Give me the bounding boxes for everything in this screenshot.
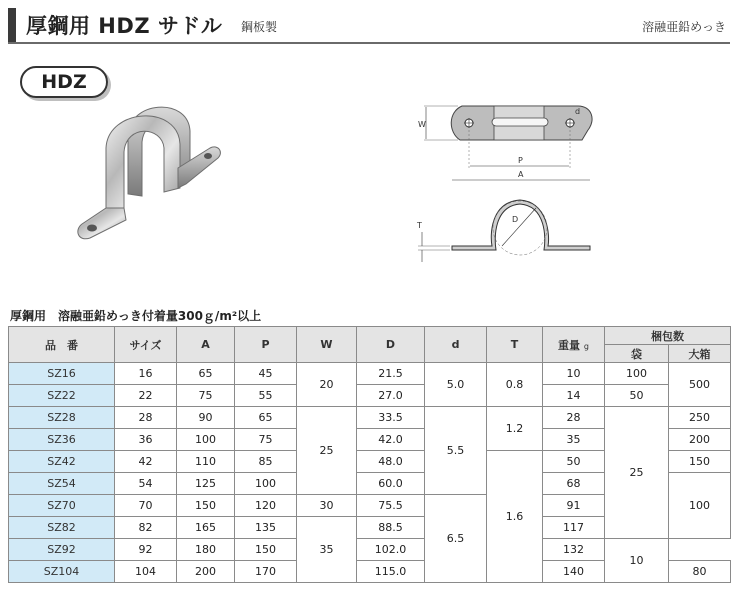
header-A: A: [177, 327, 235, 363]
cell-weight: 10: [543, 363, 605, 385]
header-weight: [543, 327, 605, 363]
cell-weight: 91: [543, 495, 605, 517]
spec-table: [8, 326, 731, 583]
product-badge: HDZ: [20, 66, 108, 98]
cell-P: 75: [235, 429, 297, 451]
header-size: サイズ: [115, 327, 177, 363]
cell-weight: 50: [543, 451, 605, 473]
cell-size: 82: [115, 517, 177, 539]
dim-D-label: D: [512, 215, 519, 224]
page-header: [8, 8, 730, 44]
cell-P: 135: [235, 517, 297, 539]
table-row: [9, 385, 731, 407]
cell-P: 100: [235, 473, 297, 495]
cell-P: 85: [235, 451, 297, 473]
cell-D: 48.0: [357, 451, 425, 473]
cell-D: 60.0: [357, 473, 425, 495]
cell-size: 92: [115, 539, 177, 561]
part-number: SZ92: [9, 539, 115, 561]
saddle-photo: [68, 96, 238, 248]
cell-weight: 35: [543, 429, 605, 451]
cell-size: 104: [115, 561, 177, 583]
header-packing: 梱包数: [605, 327, 731, 345]
cell-D: 88.5: [357, 517, 425, 539]
cell-P: 170: [235, 561, 297, 583]
header-T: T: [487, 327, 543, 363]
cell-size: 70: [115, 495, 177, 517]
cell-D: 102.0: [357, 539, 425, 561]
cell-P: 55: [235, 385, 297, 407]
cell-A: 110: [177, 451, 235, 473]
cell-size: 54: [115, 473, 177, 495]
cell-D: 33.5: [357, 407, 425, 429]
part-number: SZ36: [9, 429, 115, 451]
cell-D: 21.5: [357, 363, 425, 385]
cell-T: 1.6: [487, 451, 543, 583]
header-weight-unit: g: [583, 341, 589, 351]
cell-weight: 68: [543, 473, 605, 495]
table-row: [9, 539, 731, 561]
part-number: SZ54: [9, 473, 115, 495]
cell-W: 20: [297, 363, 357, 407]
cell-A: 125: [177, 473, 235, 495]
cell-size: 28: [115, 407, 177, 429]
cell-W: 25: [297, 407, 357, 495]
cell-box: 80: [669, 561, 731, 583]
cell-P: 120: [235, 495, 297, 517]
header-D: D: [357, 327, 425, 363]
cell-d: 5.0: [425, 363, 487, 407]
cell-size: 42: [115, 451, 177, 473]
header-part-no: 品 番: [9, 327, 115, 363]
cell-size: 36: [115, 429, 177, 451]
part-number: SZ28: [9, 407, 115, 429]
cell-T: 1.2: [487, 407, 543, 451]
cell-box: 150: [669, 451, 731, 473]
cell-box: 250: [669, 407, 731, 429]
cell-A: 90: [177, 407, 235, 429]
dim-P-label: P: [518, 156, 523, 165]
header-W: W: [297, 327, 357, 363]
cell-bag: 10: [605, 539, 669, 583]
cell-A: 165: [177, 517, 235, 539]
cell-P: 150: [235, 539, 297, 561]
dimension-drawing: [412, 100, 612, 268]
header-box: 大箱: [669, 345, 731, 363]
cell-A: 180: [177, 539, 235, 561]
cell-weight: 28: [543, 407, 605, 429]
table-row: [9, 407, 731, 429]
header-P: P: [235, 327, 297, 363]
part-number: SZ70: [9, 495, 115, 517]
cell-box: 500: [669, 363, 731, 407]
cell-D: 42.0: [357, 429, 425, 451]
cell-weight: 14: [543, 385, 605, 407]
cell-weight: 140: [543, 561, 605, 583]
cell-P: 65: [235, 407, 297, 429]
cell-D: 27.0: [357, 385, 425, 407]
cell-A: 75: [177, 385, 235, 407]
cell-A: 150: [177, 495, 235, 517]
cell-A: 100: [177, 429, 235, 451]
dim-A-label: A: [518, 170, 524, 179]
header-bag: 袋: [605, 345, 669, 363]
part-number: SZ42: [9, 451, 115, 473]
table-row: [9, 363, 731, 385]
cell-bag: 100: [605, 363, 669, 385]
part-number: SZ82: [9, 517, 115, 539]
header-accent-bar: [8, 8, 16, 42]
header-weight-label: 重量: [558, 338, 581, 352]
table-caption: 厚鋼用 溶融亜鉛めっき付着量300ｇ/m²以上: [10, 309, 262, 323]
cell-weight: 132: [543, 539, 605, 561]
cell-d: 5.5: [425, 407, 487, 495]
part-number: SZ22: [9, 385, 115, 407]
dim-W-label: W: [418, 120, 426, 129]
dim-d-label: d: [575, 107, 581, 116]
cell-D: 115.0: [357, 561, 425, 583]
cell-A: 200: [177, 561, 235, 583]
plating-label: 溶融亜鉛めっき: [642, 20, 726, 34]
cell-D: 75.5: [357, 495, 425, 517]
cell-T: 0.8: [487, 363, 543, 407]
cell-bag: 25: [605, 407, 669, 539]
cell-box: 100: [669, 473, 731, 539]
cell-size: 22: [115, 385, 177, 407]
part-number: SZ104: [9, 561, 115, 583]
cell-W: 35: [297, 517, 357, 583]
material-label: 鋼板製: [241, 20, 278, 34]
header-d: d: [425, 327, 487, 363]
dim-T-label: T: [417, 221, 422, 230]
cell-size: 16: [115, 363, 177, 385]
cell-box: 200: [669, 429, 731, 451]
cell-bag: 50: [605, 385, 669, 407]
cell-weight: 117: [543, 517, 605, 539]
cell-d: 6.5: [425, 495, 487, 583]
page-title: 厚鋼用 HDZ サドル: [26, 14, 223, 38]
cell-P: 45: [235, 363, 297, 385]
cell-W: 30: [297, 495, 357, 517]
part-number: SZ16: [9, 363, 115, 385]
cell-A: 65: [177, 363, 235, 385]
